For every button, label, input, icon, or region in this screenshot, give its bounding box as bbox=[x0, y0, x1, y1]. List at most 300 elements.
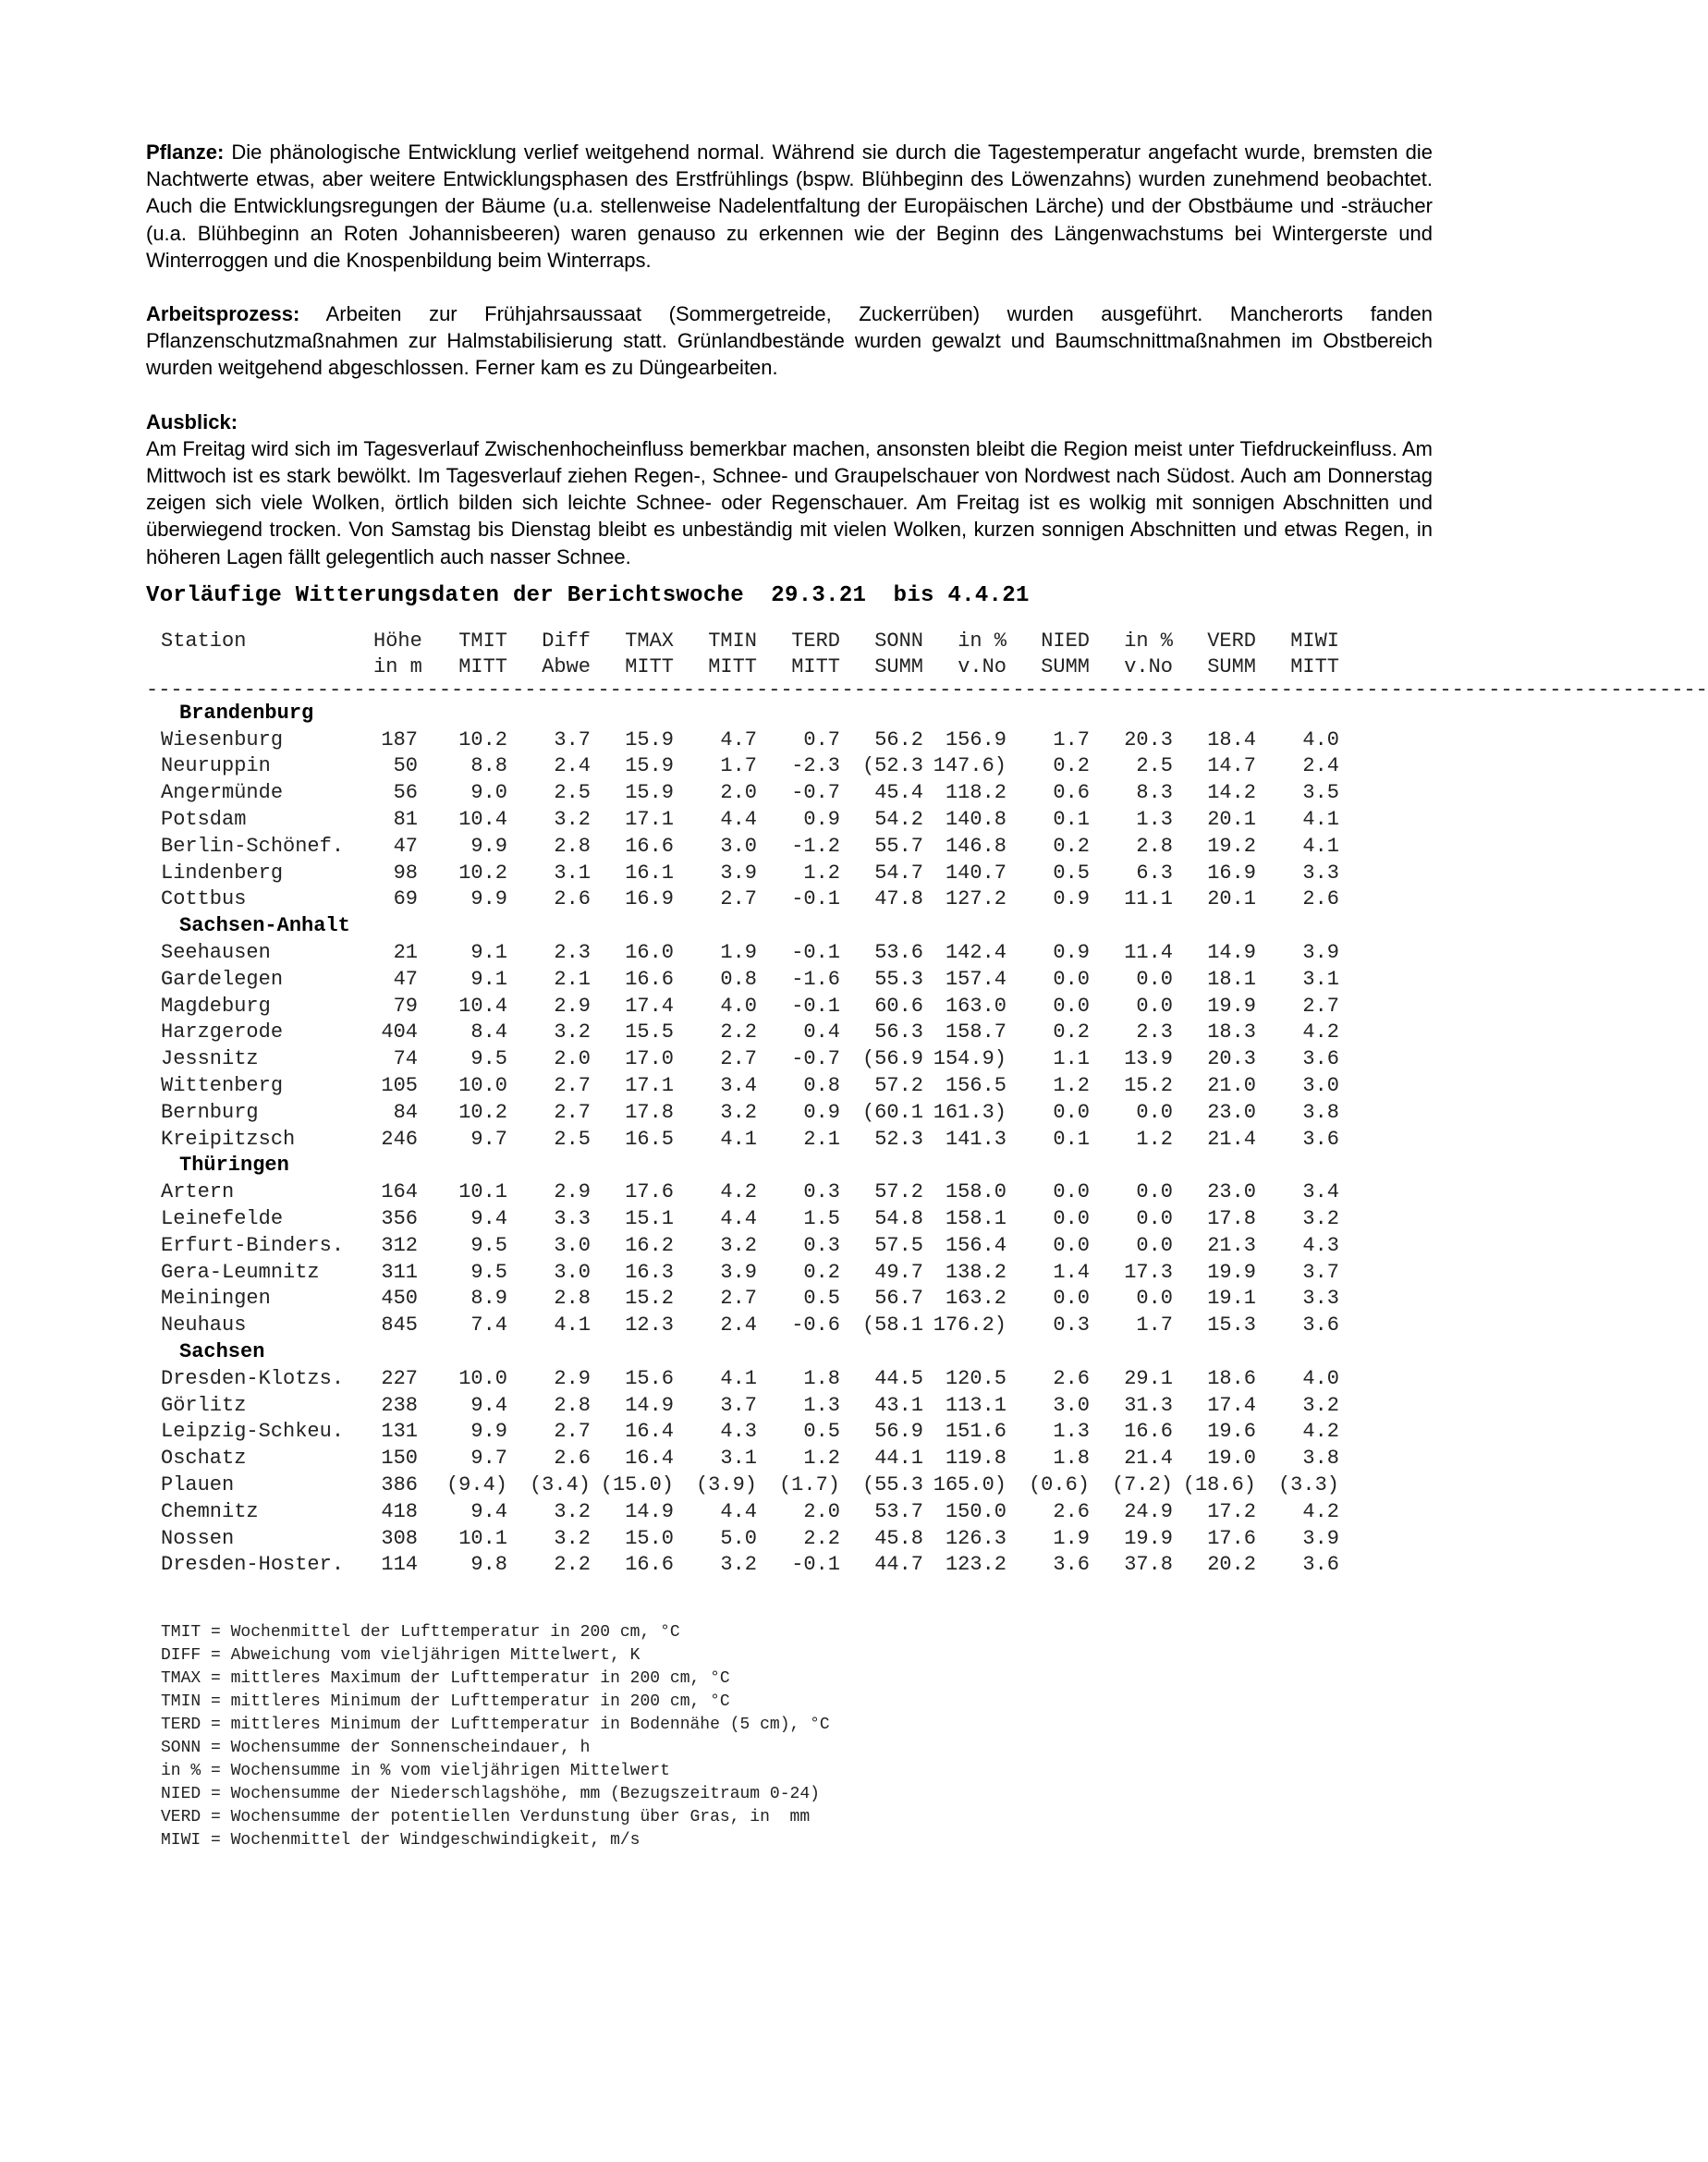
table-cell: 4.2 bbox=[1302, 1420, 1339, 1444]
table-cell: 15.2 bbox=[625, 1287, 674, 1311]
table-cell: 2.7 bbox=[720, 1047, 757, 1071]
table-cell: 10.4 bbox=[458, 994, 507, 1018]
table-cell: -0.1 bbox=[791, 994, 840, 1018]
table-cell: 4.1 bbox=[1302, 808, 1339, 832]
table-cell: 74 bbox=[393, 1047, 418, 1071]
table-cell: 308 bbox=[381, 1526, 418, 1550]
column-header: MITT bbox=[708, 654, 757, 678]
table-cell: 16.3 bbox=[625, 1260, 674, 1284]
table-cell: 9.4 bbox=[470, 1393, 507, 1417]
table-cell: 37.8 bbox=[1124, 1553, 1173, 1577]
station-name: Gardelegen bbox=[161, 967, 284, 991]
table-cell: 404 bbox=[381, 1020, 418, 1044]
table-cell: 19.0 bbox=[1207, 1447, 1256, 1471]
table-cell: 138.2 bbox=[945, 1260, 1006, 1284]
station-name: Seehausen bbox=[161, 941, 271, 965]
column-header bbox=[146, 654, 373, 680]
table-row bbox=[146, 1419, 1433, 1446]
table-cell: 1.3 bbox=[1053, 1420, 1090, 1444]
table-header-row bbox=[146, 629, 1433, 654]
table-cell: 0.0 bbox=[1053, 994, 1090, 1018]
table-cell: -0.1 bbox=[791, 887, 840, 911]
table-cell: 4.1 bbox=[1302, 834, 1339, 858]
table-cell: 0.0 bbox=[1053, 1180, 1090, 1204]
table-cell: 0.9 bbox=[803, 808, 840, 832]
table-cell: 1.7 bbox=[720, 754, 757, 778]
table-cell: 29.1 bbox=[1124, 1366, 1173, 1390]
table-cell: 54.7 bbox=[874, 861, 923, 885]
column-header: Diff bbox=[542, 629, 591, 653]
column-header: Höhe bbox=[373, 629, 422, 653]
table-cell: 43.1 bbox=[874, 1393, 923, 1417]
table-cell: 3.4 bbox=[1302, 1180, 1339, 1204]
table-cell: 10.0 bbox=[458, 1074, 507, 1097]
station-name: Oschatz bbox=[161, 1447, 247, 1471]
table-cell: 164 bbox=[381, 1180, 418, 1204]
column-header: Abwe bbox=[542, 654, 591, 678]
station-name: Artern bbox=[161, 1180, 235, 1204]
table-cell: 151.6 bbox=[945, 1420, 1006, 1444]
table-cell: 17.0 bbox=[625, 1047, 674, 1071]
table-cell: 1.9 bbox=[1053, 1526, 1090, 1550]
table-row bbox=[146, 1499, 1433, 1526]
table-cell: 10.2 bbox=[458, 1100, 507, 1124]
paragraph-text: Am Freitag wird sich im Tagesverlauf Zwischenhocheinfluss bemerkbar machen, ansonsten bleibt die Region meist unter Tiefdruckeinfluss. Am Mittwoch ist es stark bewölkt. Im Tagesverlauf ziehen Regen-, Schnee- und Graupelschauer von Nordwest nach Südost. Auch am Donnerstag zeigen sich viele Wolken, örtlich bilden sich leichte Schnee- oder Regenschauer. Am Freitag ist es wolkig mit sonnigen Abschnitten und überwiegend trocken. Von Samstag bis Dienstag bleibt es unbeständig mit vielen Wolken, kurzen sonnigen Abschnitten und etwas Regen, in höheren Lagen fällt gelegentlich auch nasser Schnee. bbox=[146, 436, 1433, 568]
station-name: Chemnitz bbox=[161, 1499, 259, 1523]
table-cell: 3.2 bbox=[554, 1020, 591, 1044]
table-cell: 0.9 bbox=[1053, 941, 1090, 965]
table-cell: 15.9 bbox=[625, 781, 674, 805]
table-row bbox=[146, 807, 1433, 834]
table-cell: 418 bbox=[381, 1499, 418, 1523]
table-cell: 15.6 bbox=[625, 1366, 674, 1390]
table-cell: 2.7 bbox=[720, 1287, 757, 1311]
table-cell: 17.8 bbox=[625, 1100, 674, 1124]
table-cell: 52.3 bbox=[874, 1127, 923, 1151]
table-row bbox=[146, 1366, 1433, 1393]
station-name: Wittenberg bbox=[161, 1074, 284, 1097]
table-cell: 17.4 bbox=[625, 994, 674, 1018]
table-cell: 3.1 bbox=[720, 1447, 757, 1471]
table-cell: 156.5 bbox=[945, 1074, 1006, 1097]
station-name: Leinefelde bbox=[161, 1206, 284, 1230]
table-cell: 16.5 bbox=[625, 1127, 674, 1151]
table-cell: 9.1 bbox=[470, 941, 507, 965]
table-cell: 163.0 bbox=[945, 994, 1006, 1018]
table-row bbox=[146, 886, 1433, 913]
table-cell: 0.3 bbox=[803, 1180, 840, 1204]
table-row bbox=[146, 1313, 1433, 1339]
table-cell: 156.4 bbox=[945, 1233, 1006, 1257]
table-cell: 3.3 bbox=[1302, 1287, 1339, 1311]
table-cell: 0.8 bbox=[720, 967, 757, 991]
table-cell: 1.9 bbox=[720, 941, 757, 965]
table-cell: 120.5 bbox=[945, 1366, 1006, 1390]
column-header: TMIN bbox=[708, 629, 757, 653]
column-header: v.No bbox=[958, 654, 1006, 678]
table-cell: 0.0 bbox=[1136, 1287, 1173, 1311]
table-cell: 227 bbox=[381, 1366, 418, 1390]
table-cell: 2.4 bbox=[554, 754, 591, 778]
table-cell: 158.1 bbox=[945, 1206, 1006, 1230]
paragraph-label: Pflanze: bbox=[146, 140, 225, 164]
table-cell: 1.8 bbox=[803, 1366, 840, 1390]
table-cell: 50 bbox=[393, 754, 418, 778]
table-cell: 15.9 bbox=[625, 754, 674, 778]
table-cell: 2.6 bbox=[1053, 1499, 1090, 1523]
table-cell: -1.6 bbox=[791, 967, 840, 991]
table-cell: 450 bbox=[381, 1287, 418, 1311]
table-cell: 4.1 bbox=[720, 1127, 757, 1151]
table-cell: 44.5 bbox=[874, 1366, 923, 1390]
table-cell: 3.7 bbox=[720, 1393, 757, 1417]
station-name: Lindenberg bbox=[161, 861, 284, 885]
table-cell: (52.3 bbox=[861, 754, 923, 778]
table-cell: 3.2 bbox=[720, 1553, 757, 1577]
table-cell: 14.9 bbox=[1207, 941, 1256, 965]
paragraph-arbeitsprozess bbox=[146, 300, 1433, 382]
table-cell: 127.2 bbox=[945, 887, 1006, 911]
station-name: Dresden-Klotzs. bbox=[161, 1366, 345, 1390]
table-cell: 10.0 bbox=[458, 1366, 507, 1390]
table-cell: 17.6 bbox=[1207, 1526, 1256, 1550]
table-cell: 157.4 bbox=[945, 967, 1006, 991]
table-cell: 3.6 bbox=[1302, 1127, 1339, 1151]
table-cell: 8.8 bbox=[470, 754, 507, 778]
table-cell: 2.2 bbox=[803, 1526, 840, 1550]
table-cell: 23.0 bbox=[1207, 1180, 1256, 1204]
table-cell: 4.2 bbox=[1302, 1499, 1339, 1523]
table-cell: 311 bbox=[381, 1260, 418, 1284]
station-name: Görlitz bbox=[161, 1393, 247, 1417]
table-cell: 0.5 bbox=[1053, 861, 1090, 885]
table-cell: 2.7 bbox=[1302, 994, 1339, 1018]
table-cell: -2.3 bbox=[791, 754, 840, 778]
table-cell: 0.2 bbox=[1053, 754, 1090, 778]
table-cell: 0.0 bbox=[1053, 1206, 1090, 1230]
table-row bbox=[146, 1100, 1433, 1127]
column-header: SUMM bbox=[1041, 654, 1090, 678]
station-name: Angermünde bbox=[161, 781, 284, 805]
table-cell: 98 bbox=[393, 861, 418, 885]
table-cell: 0.2 bbox=[803, 1260, 840, 1284]
table-cell: 165.0) bbox=[933, 1472, 1006, 1496]
table-cell: 16.1 bbox=[625, 861, 674, 885]
table-cell: (0.6) bbox=[1028, 1472, 1090, 1496]
table-row bbox=[146, 753, 1433, 780]
station-name: Erfurt-Binders. bbox=[161, 1233, 345, 1257]
table-cell: 0.7 bbox=[803, 727, 840, 751]
table-cell: 14.2 bbox=[1207, 781, 1256, 805]
table-cell: 15.0 bbox=[625, 1526, 674, 1550]
table-cell: 14.9 bbox=[625, 1499, 674, 1523]
table-cell: 238 bbox=[381, 1393, 418, 1417]
column-header: SUMM bbox=[1207, 654, 1256, 678]
table-cell: 2.8 bbox=[554, 1393, 591, 1417]
region-heading: Sachsen bbox=[179, 1339, 265, 1363]
table-cell: 0.0 bbox=[1053, 1100, 1090, 1124]
column-header: SONN bbox=[874, 629, 923, 653]
table-row bbox=[146, 1526, 1433, 1553]
document-page bbox=[146, 139, 1708, 1852]
table-cell: 9.4 bbox=[470, 1499, 507, 1523]
table-cell: 158.0 bbox=[945, 1180, 1006, 1204]
table-cell: 0.5 bbox=[803, 1420, 840, 1444]
table-cell: 356 bbox=[381, 1206, 418, 1230]
table-cell: 56.7 bbox=[874, 1287, 923, 1311]
table-cell: 3.0 bbox=[554, 1260, 591, 1284]
table-cell: 140.7 bbox=[945, 861, 1006, 885]
table-cell: 20.1 bbox=[1207, 808, 1256, 832]
table-cell: 2.4 bbox=[1302, 754, 1339, 778]
table-cell: 3.2 bbox=[554, 1526, 591, 1550]
table-cell: 2.8 bbox=[554, 1287, 591, 1311]
table-cell: 79 bbox=[393, 994, 418, 1018]
table-cell: 20.1 bbox=[1207, 887, 1256, 911]
table-cell: 56 bbox=[393, 781, 418, 805]
column-header: in % bbox=[1124, 629, 1173, 653]
table-cell: 3.2 bbox=[554, 1499, 591, 1523]
table-cell: 1.2 bbox=[803, 861, 840, 885]
paragraph-pflanze bbox=[146, 139, 1433, 274]
table-cell: 16.4 bbox=[625, 1420, 674, 1444]
column-header: MITT bbox=[625, 654, 674, 678]
table-cell: 18.3 bbox=[1207, 1020, 1256, 1044]
legend-line: MIWI = Wochenmittel der Windgeschwindigkeit, m/s bbox=[161, 1831, 640, 1851]
table-cell: 20.3 bbox=[1124, 727, 1173, 751]
table-cell: 1.2 bbox=[803, 1447, 840, 1471]
table-cell: 9.9 bbox=[470, 1420, 507, 1444]
table-row bbox=[146, 861, 1433, 887]
column-header: MITT bbox=[458, 654, 507, 678]
table-cell: 4.3 bbox=[1302, 1233, 1339, 1257]
table-cell: 2.9 bbox=[554, 1366, 591, 1390]
table-cell: 2.8 bbox=[1136, 834, 1173, 858]
table-cell: 16.0 bbox=[625, 941, 674, 965]
table-cell: 2.5 bbox=[554, 781, 591, 805]
table-cell: 12.3 bbox=[625, 1313, 674, 1338]
station-name: Jessnitz bbox=[161, 1047, 259, 1071]
table-cell: 2.5 bbox=[554, 1127, 591, 1151]
table-cell: 161.3) bbox=[933, 1100, 1006, 1124]
table-cell: (3.3) bbox=[1277, 1472, 1339, 1496]
table-cell: 55.7 bbox=[874, 834, 923, 858]
table-cell: 4.0 bbox=[1302, 1366, 1339, 1390]
table-cell: 2.5 bbox=[1136, 754, 1173, 778]
table-cell: 47.8 bbox=[874, 887, 923, 911]
station-name: Potsdam bbox=[161, 808, 247, 832]
table-row bbox=[146, 994, 1433, 1020]
table-cell: 11.1 bbox=[1124, 887, 1173, 911]
table-cell: (3.4) bbox=[529, 1472, 591, 1496]
table-cell: 19.1 bbox=[1207, 1287, 1256, 1311]
table-header-row bbox=[146, 654, 1433, 680]
table-cell: 10.4 bbox=[458, 808, 507, 832]
table-cell: 9.7 bbox=[470, 1447, 507, 1471]
paragraph-label: Arbeitsprozess: bbox=[146, 302, 300, 326]
table-cell: 187 bbox=[381, 727, 418, 751]
table-cell: 57.5 bbox=[874, 1233, 923, 1257]
table-cell: 3.4 bbox=[720, 1074, 757, 1097]
table-row bbox=[146, 1046, 1433, 1073]
table-cell: 2.2 bbox=[554, 1553, 591, 1577]
table-cell: 312 bbox=[381, 1233, 418, 1257]
table-cell: 3.1 bbox=[554, 861, 591, 885]
station-name: Neuruppin bbox=[161, 754, 271, 778]
table-cell: 2.6 bbox=[554, 887, 591, 911]
station-name: Kreipitzsch bbox=[161, 1127, 296, 1151]
table-cell: 21 bbox=[393, 941, 418, 965]
table-cell: 4.0 bbox=[720, 994, 757, 1018]
station-name: Meiningen bbox=[161, 1287, 271, 1311]
column-header: Station bbox=[161, 629, 247, 653]
table-cell: 20.2 bbox=[1207, 1553, 1256, 1577]
column-header: TMIT bbox=[458, 629, 507, 653]
table-cell: 4.1 bbox=[720, 1366, 757, 1390]
table-cell: 10.2 bbox=[458, 727, 507, 751]
table-row bbox=[146, 780, 1433, 807]
table-cell: 4.4 bbox=[720, 808, 757, 832]
table-cell: 1.7 bbox=[1136, 1313, 1173, 1338]
table-cell: 1.2 bbox=[1136, 1127, 1173, 1151]
table-cell: 2.8 bbox=[554, 834, 591, 858]
column-header: MITT bbox=[791, 654, 840, 678]
table-cell: 0.3 bbox=[1053, 1313, 1090, 1338]
table-cell: 16.9 bbox=[1207, 861, 1256, 885]
table-cell: (1.7) bbox=[778, 1472, 840, 1496]
table-cell: 3.6 bbox=[1302, 1047, 1339, 1071]
table-cell: 9.5 bbox=[470, 1047, 507, 1071]
table-cell: 55.3 bbox=[874, 967, 923, 991]
station-name: Plauen bbox=[161, 1472, 235, 1496]
table-cell: 158.7 bbox=[945, 1020, 1006, 1044]
table-cell: -1.2 bbox=[791, 834, 840, 858]
table-cell: 8.3 bbox=[1136, 781, 1173, 805]
legend-line: DIFF = Abweichung vom vieljährigen Mittelwert, K bbox=[161, 1646, 640, 1666]
table-cell: 0.0 bbox=[1136, 1100, 1173, 1124]
table-cell: 54.8 bbox=[874, 1206, 923, 1230]
table-cell: 3.5 bbox=[1302, 781, 1339, 805]
table-row bbox=[146, 1073, 1433, 1100]
table-cell: 9.8 bbox=[470, 1553, 507, 1577]
table-cell: 47 bbox=[393, 834, 418, 858]
table-cell: 8.9 bbox=[470, 1287, 507, 1311]
legend-line: NIED = Wochensumme der Niederschlagshöhe, mm (Bezugszeitraum 0-24) bbox=[161, 1785, 820, 1804]
table-cell: 45.8 bbox=[874, 1526, 923, 1550]
paragraph-text: Die phänologische Entwicklung verlief weitgehend normal. Während sie durch die Tagestemperatur angefacht wurde, bremsten die Nachtwerte etwas, aber weitere Entwicklungsphasen des Erstfrühlings (bspw. Blühbeginn des Löwenzahns) wurden zunehmend beobachtet. Auch die Entwicklungsregungen der Bäume (u.a. stellenweise Nadelentfaltung der Europäischen Lärche) und der Obstbäume und -sträucher (u.a. Blühbeginn an Roten Johannisbeeren) waren genauso zu erkennen wie der Beginn des Längenwachstums bei Wintergerste und Winterroggen und die Knospenbildung beim Winterraps. bbox=[146, 140, 1433, 272]
table-row bbox=[146, 1179, 1433, 1206]
legend-line: TMAX = mittleres Maximum der Lufttemperatur in 200 cm, °C bbox=[161, 1669, 730, 1689]
table-row bbox=[146, 1260, 1433, 1287]
table-cell: 17.8 bbox=[1207, 1206, 1256, 1230]
table-cell: -0.1 bbox=[791, 1553, 840, 1577]
region-heading: Brandenburg bbox=[179, 701, 314, 725]
table-cell: 18.1 bbox=[1207, 967, 1256, 991]
table-cell: 49.7 bbox=[874, 1260, 923, 1284]
table-cell: 2.6 bbox=[1053, 1366, 1090, 1390]
station-name: Cottbus bbox=[161, 887, 247, 911]
table-cell: 2.1 bbox=[554, 967, 591, 991]
table-row bbox=[146, 1446, 1433, 1472]
table-cell: 3.9 bbox=[720, 1260, 757, 1284]
table-cell: 19.2 bbox=[1207, 834, 1256, 858]
station-name: Dresden-Hoster. bbox=[161, 1553, 345, 1577]
station-name: Gera-Leumnitz bbox=[161, 1260, 320, 1284]
table-cell: 23.0 bbox=[1207, 1100, 1256, 1124]
table-cell: 9.5 bbox=[470, 1233, 507, 1257]
table-cell: 4.4 bbox=[720, 1206, 757, 1230]
table-cell: 19.9 bbox=[1124, 1526, 1173, 1550]
table-cell: 3.2 bbox=[1302, 1393, 1339, 1417]
column-header: TMAX bbox=[625, 629, 674, 653]
table-cell: 9.0 bbox=[470, 781, 507, 805]
table-cell: 2.9 bbox=[554, 994, 591, 1018]
column-header: MIWI bbox=[1290, 629, 1339, 653]
table-cell: 0.3 bbox=[803, 1233, 840, 1257]
table-cell: (3.9) bbox=[695, 1472, 757, 1496]
table-cell: 17.3 bbox=[1124, 1260, 1173, 1284]
table-cell: -0.7 bbox=[791, 1047, 840, 1071]
table-cell: 156.9 bbox=[945, 727, 1006, 751]
table-cell: (60.1 bbox=[861, 1100, 923, 1124]
table-cell: 2.4 bbox=[720, 1313, 757, 1338]
table-cell: 4.7 bbox=[720, 727, 757, 751]
table-cell: 2.0 bbox=[720, 781, 757, 805]
table-cell: 60.6 bbox=[874, 994, 923, 1018]
table-cell: 10.1 bbox=[458, 1526, 507, 1550]
table-cell: 16.2 bbox=[625, 1233, 674, 1257]
table-cell: 19.9 bbox=[1207, 994, 1256, 1018]
table-cell: -0.6 bbox=[791, 1313, 840, 1338]
table-cell: 45.4 bbox=[874, 781, 923, 805]
table-cell: 0.1 bbox=[1053, 1127, 1090, 1151]
table-cell: -0.1 bbox=[791, 941, 840, 965]
table-cell: 2.7 bbox=[720, 887, 757, 911]
table-cell: 3.8 bbox=[1302, 1100, 1339, 1124]
table-cell: 2.2 bbox=[720, 1020, 757, 1044]
table-cell: 7.4 bbox=[470, 1313, 507, 1338]
table-cell: 14.9 bbox=[625, 1393, 674, 1417]
station-name: Nossen bbox=[161, 1526, 235, 1550]
table-cell: 54.2 bbox=[874, 808, 923, 832]
table-cell: 2.1 bbox=[803, 1127, 840, 1151]
table-row bbox=[146, 1552, 1433, 1579]
table-cell: 0.0 bbox=[1053, 967, 1090, 991]
legend-line: VERD = Wochensumme der potentiellen Verdunstung über Gras, in mm bbox=[161, 1808, 811, 1827]
table-cell: 2.6 bbox=[554, 1447, 591, 1471]
table-cell: 19.6 bbox=[1207, 1420, 1256, 1444]
table-cell: 1.3 bbox=[1136, 808, 1173, 832]
table-cell: 16.6 bbox=[625, 834, 674, 858]
table-cell: 0.9 bbox=[1053, 887, 1090, 911]
column-header: TERD bbox=[791, 629, 840, 653]
table-cell: 4.2 bbox=[1302, 1020, 1339, 1044]
table-cell: 56.9 bbox=[874, 1420, 923, 1444]
table-cell: 2.7 bbox=[554, 1100, 591, 1124]
table-cell: 15.5 bbox=[625, 1020, 674, 1044]
table-cell: 146.8 bbox=[945, 834, 1006, 858]
table-cell: 4.0 bbox=[1302, 727, 1339, 751]
station-name: Leipzig-Schkeu. bbox=[161, 1420, 345, 1444]
paragraph-label: Ausblick: bbox=[146, 409, 238, 434]
table-cell: 9.9 bbox=[470, 887, 507, 911]
station-name: Neuhaus bbox=[161, 1313, 247, 1338]
table-cell: 4.1 bbox=[554, 1313, 591, 1338]
table-row bbox=[146, 1127, 1433, 1154]
table-cell: 17.2 bbox=[1207, 1499, 1256, 1523]
paragraph-ausblick bbox=[146, 409, 1433, 570]
table-cell: 9.5 bbox=[470, 1260, 507, 1284]
